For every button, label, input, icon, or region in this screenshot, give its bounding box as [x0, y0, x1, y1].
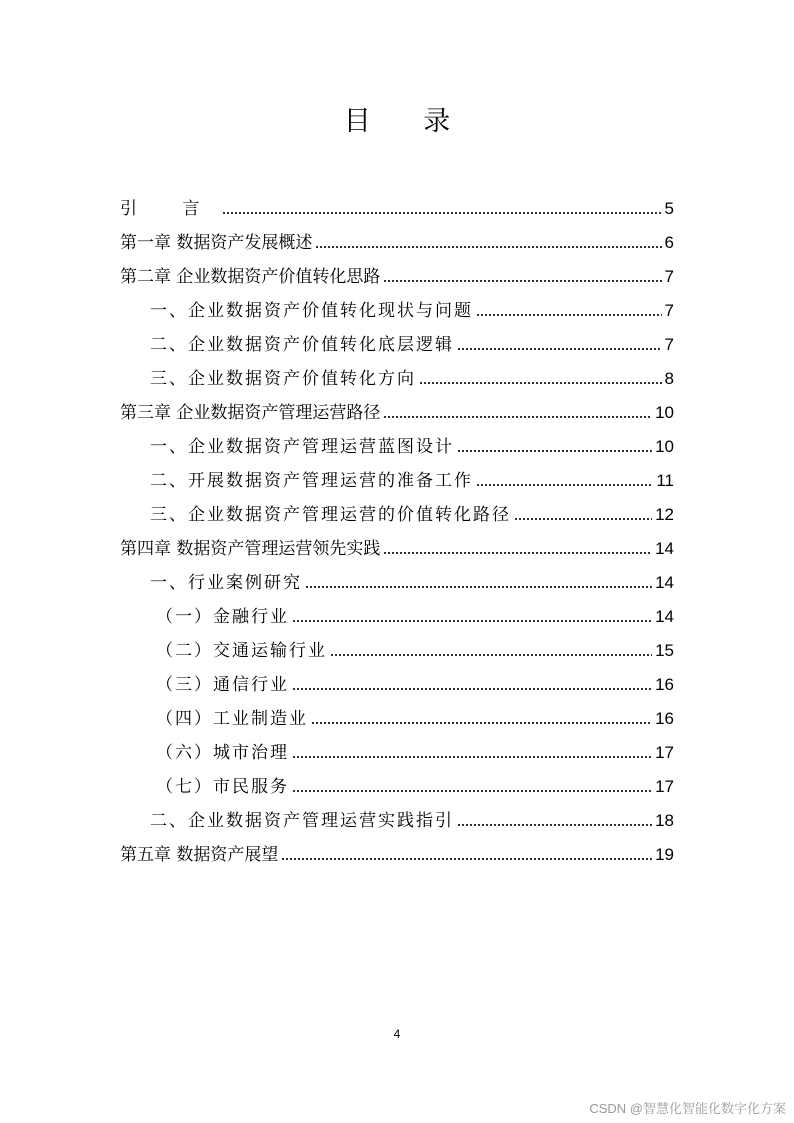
toc-entry-page: 17 — [655, 743, 674, 762]
toc-entry-text: （二）交通运输行业 — [156, 641, 327, 661]
toc-entry-section[interactable] — [150, 469, 674, 493]
toc-entry-chapter-4[interactable] — [120, 537, 674, 561]
toc-entry-section[interactable] — [150, 503, 674, 527]
toc-leader-dots — [311, 720, 652, 726]
toc-entry-page: 15 — [655, 641, 674, 660]
toc-entry-subsection[interactable] — [156, 673, 674, 697]
toc-entry-text: 第三章 企业数据资产管理运营路径 — [120, 403, 381, 423]
toc-entry-section[interactable] — [150, 435, 674, 459]
toc-entry-page: 10 — [655, 403, 674, 422]
toc-entry-text: 第二章 企业数据资产价值转化思路 — [120, 267, 381, 287]
toc-entry-text: 三、企业数据资产管理运营的价值转化路径 — [150, 505, 511, 525]
toc-entry-text: 引 言 — [120, 199, 220, 219]
toc-entry-page: 8 — [664, 369, 674, 388]
toc-entry-text: （四）工业制造业 — [156, 709, 308, 729]
toc-entry-chapter-1[interactable] — [120, 231, 674, 255]
toc-entry-text: （六）城市治理 — [156, 743, 289, 763]
toc-entry-chapter-2[interactable] — [120, 265, 674, 289]
toc-entry-text: （七）市民服务 — [156, 777, 289, 797]
toc-leader-dots — [292, 788, 652, 794]
toc-entry-subsection[interactable] — [156, 775, 674, 799]
toc-leader-dots — [457, 448, 652, 454]
toc-leader-dots — [383, 550, 652, 556]
toc-entry-text: （一）金融行业 — [156, 607, 289, 627]
toc-leader-dots — [476, 482, 653, 488]
toc-entry-text: 一、行业案例研究 — [150, 573, 302, 593]
toc-entry-page: 7 — [664, 335, 674, 354]
toc-leader-dots — [292, 754, 652, 760]
toc-entry-page: 14 — [655, 539, 674, 558]
toc-entry-chapter-5[interactable] — [120, 843, 674, 867]
toc-entry-text: 一、企业数据资产价值转化现状与问题 — [150, 301, 473, 321]
toc-leader-dots — [292, 686, 652, 692]
toc-entry-subsection[interactable] — [156, 707, 674, 731]
toc-entry-page: 12 — [655, 505, 674, 524]
toc-entry-subsection[interactable] — [156, 605, 674, 629]
toc-leader-dots — [292, 618, 652, 624]
toc-entry-page: 10 — [655, 437, 674, 456]
toc-entry-text: 二、企业数据资产价值转化底层逻辑 — [150, 335, 454, 355]
toc-leader-dots — [222, 210, 661, 216]
toc-entry-section[interactable] — [150, 809, 674, 833]
toc-entry-text: 第四章 数据资产管理运营领先实践 — [120, 539, 381, 559]
toc-entry-chapter-3[interactable] — [120, 401, 674, 425]
toc-entry-page: 14 — [655, 607, 674, 626]
toc-leader-dots — [315, 244, 661, 250]
toc-entry-text: 二、企业数据资产管理运营实践指引 — [150, 811, 454, 831]
toc-entry-page: 19 — [655, 845, 674, 864]
toc-leader-dots — [330, 652, 652, 658]
toc-entry-subsection[interactable] — [156, 639, 674, 663]
page-title: 目 录 — [343, 106, 473, 137]
toc-entry-page: 7 — [664, 267, 674, 286]
toc-leader-dots — [476, 312, 662, 318]
toc-entry-text: 一、企业数据资产管理运营蓝图设计 — [150, 437, 454, 457]
toc-entry-intro[interactable] — [120, 197, 674, 221]
toc-entry-page: 16 — [655, 709, 674, 728]
toc-entry-page: 17 — [655, 777, 674, 796]
toc-leader-dots — [419, 380, 662, 386]
toc-leader-dots — [457, 346, 662, 352]
toc-entry-page: 6 — [664, 233, 674, 252]
toc-entry-section[interactable] — [150, 367, 674, 391]
toc-entry-page: 5 — [664, 199, 674, 218]
toc-leader-dots — [281, 856, 652, 862]
toc-leader-dots — [514, 516, 652, 522]
toc-entry-text: 二、开展数据资产管理运营的准备工作 — [150, 471, 473, 491]
toc-entry-text: 第五章 数据资产展望 — [120, 845, 279, 865]
toc-leader-dots — [305, 584, 652, 590]
toc-leader-dots — [383, 414, 652, 420]
toc-entry-page: 18 — [655, 811, 674, 830]
page-number: 4 — [393, 1027, 401, 1041]
watermark: CSDN @智慧化智能化数字化方案 — [589, 1101, 786, 1116]
toc-leader-dots — [457, 822, 652, 828]
toc-entry-page: 14 — [655, 573, 674, 592]
toc-entry-text: 三、企业数据资产价值转化方向 — [150, 369, 416, 389]
toc-leader-dots — [383, 278, 661, 284]
toc-entry-text: 第一章 数据资产发展概述 — [120, 233, 313, 253]
toc-entry-page: 16 — [655, 675, 674, 694]
toc-entry-page: 7 — [664, 301, 674, 320]
toc-entry-section[interactable] — [150, 571, 674, 595]
toc-entry-section[interactable] — [150, 299, 674, 323]
toc-entry-page: 11 — [656, 471, 674, 490]
toc-entry-text: （三）通信行业 — [156, 675, 289, 695]
toc-entry-subsection[interactable] — [156, 741, 674, 765]
toc-entry-section[interactable] — [150, 333, 674, 357]
